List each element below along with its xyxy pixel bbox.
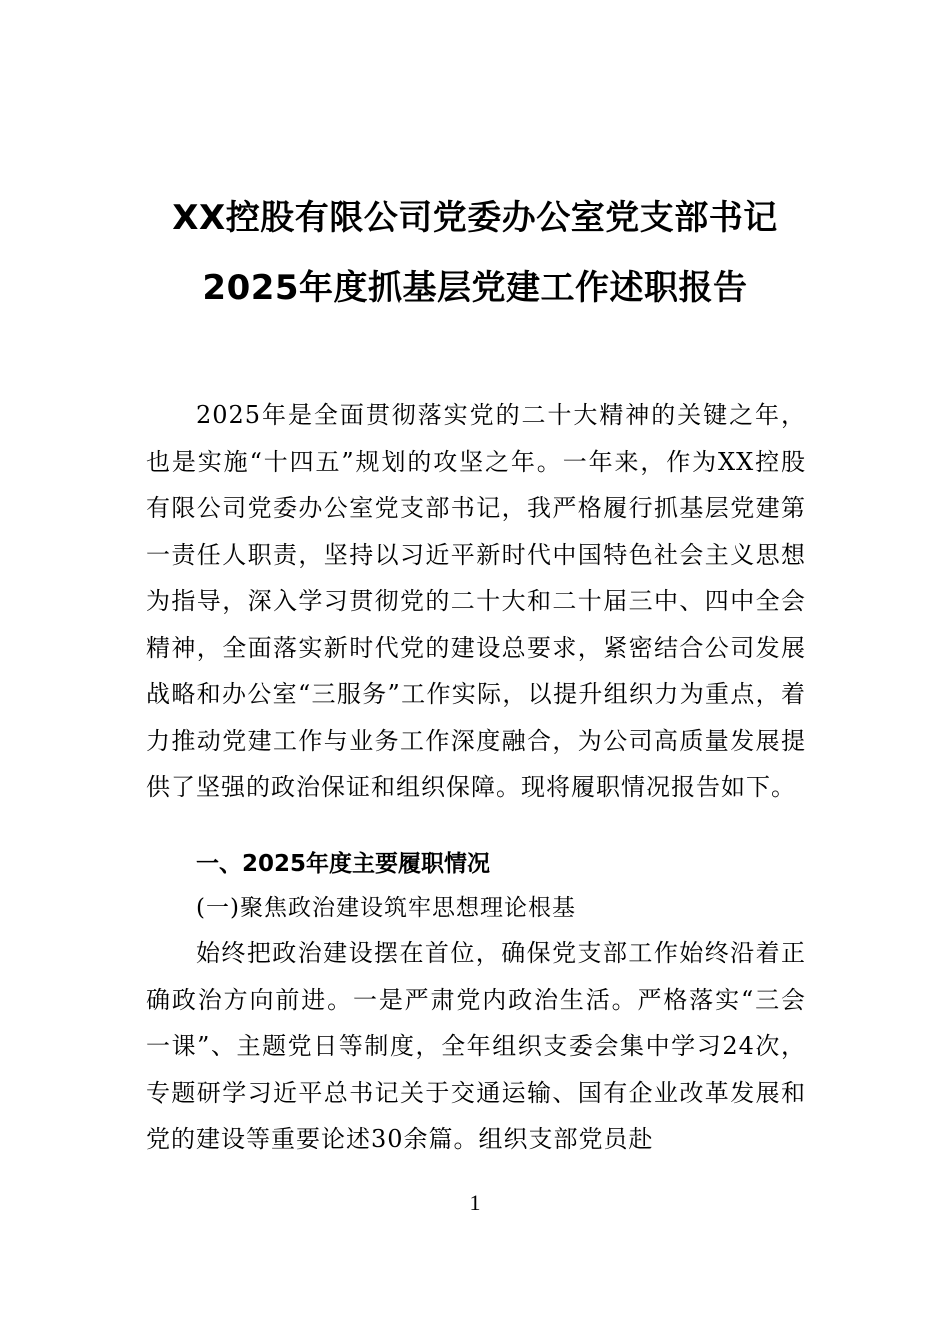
section-heading: 一、2025年度主要履职情况 [196, 851, 491, 877]
subsection-heading: (一)聚焦政治建设筑牢思想理论根基 [196, 895, 576, 921]
intro-paragraph: 2025年是全面贯彻落实党的二十大精神的关键之年，也是实施“十四五”规划的攻坚之年。一年来，作为XX控股有限公司党委办公室党支部书记，我严格履行抓基层党建第一责任人职责，坚持以习近平新时代中国特色社会主义思想为指导，深入学习贯彻党的二十大和二十届三中、四中全会精神，全面落实新时代党的建设总要求，紧密结合公司发展战略和办公室“三服务”工作实际，以提升组织力为重点，着力推动党建工作与业务工作深度融合，为公司高质量发展提供了坚强的政治保证和组织保障。现将履职情况报告如下。 [146, 401, 806, 801]
document-title-line-1: XX控股有限公司党委办公室党支部书记 [172, 198, 778, 238]
page-number: 1 [469, 1190, 481, 1215]
subsection-paragraph: 始终把政治建设摆在首位，确保党支部工作始终沿着正确政治方向前进。一是严肃党内政治生活。严格落实“三会一课”、主题党日等制度，全年组织支委会集中学习24次，专题研学习近平总书记关于交通运输、国有企业改革发展和党的建设等重要论述30余篇。组织支部党员赴 [146, 939, 806, 1153]
document-title-line-2: 2025年度抓基层党建工作述职报告 [202, 268, 748, 308]
